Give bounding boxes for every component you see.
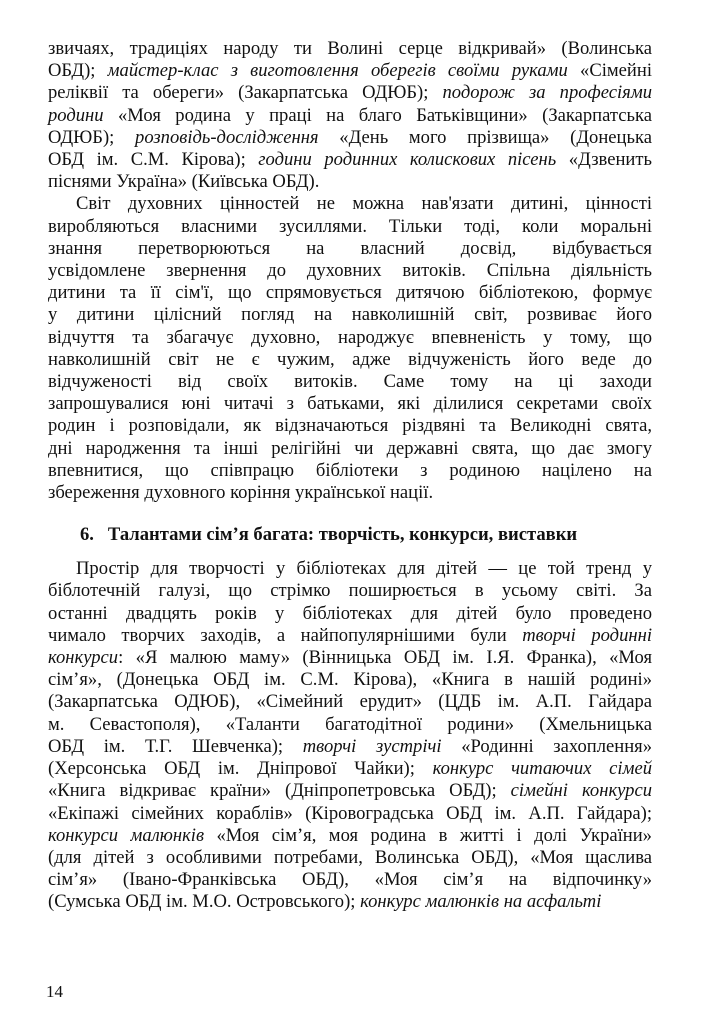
italic-text: конкурси xyxy=(48,647,119,669)
document-page xyxy=(48,38,652,914)
text-line xyxy=(48,758,652,780)
text-line: родин і розповідали, як відзначаються різдвяні та Великодні свята, xyxy=(48,415,652,437)
text-line: дні народження та інші релігійні чи державні свята, що дає змогу xyxy=(48,437,652,459)
text-run: сім’я» (Івано-Франківська ОБД), «Моя сім’я на відпочинку» xyxy=(48,869,652,891)
text-run: ОБД); xyxy=(48,60,108,82)
text-line: знання перетворюються на власний досвід, відбувається xyxy=(48,237,652,259)
text-run: звичаях, традиціях народу ти Волині серце відкривай» (Волинська xyxy=(48,38,652,59)
text-line: збереження духовного коріння української нації. xyxy=(48,482,434,504)
section-number: 6. xyxy=(80,524,94,546)
text-run: ОБД ім. С.М. Кірова); xyxy=(48,149,259,171)
text-run: «Книга відкриває країни» (Дніпропетровська ОБД); xyxy=(48,780,511,802)
text-line: відчуженості від своїх витоків. Саме тому на ці заходи xyxy=(48,371,652,393)
text-line xyxy=(48,171,652,193)
text-line xyxy=(48,558,652,580)
text-line: навколишній світ не є чужим, адже відчуженість його веде до xyxy=(48,348,652,370)
text-run: «Дзвенить xyxy=(556,149,652,171)
text-run: Простір для творчості у бібліотеках для дітей — це той тренд у xyxy=(76,558,652,580)
text-line: у дитини цілісний погляд на навколишній світ, розвиває його xyxy=(48,304,652,326)
text-run: «Екіпажі сімейних кораблів» (Кіровоградська ОБД ім. А.П. Гайдара); xyxy=(48,802,652,824)
text-run: ОБД ім. Т.Г. Шевченка); xyxy=(48,735,303,757)
text-line xyxy=(48,149,652,171)
text-run: ОДЮБ); xyxy=(48,126,136,148)
text-run: піснями Україна» (Київська ОБД). xyxy=(48,171,320,193)
italic-text: творчі родинні xyxy=(522,624,653,646)
text-run: (Сумська ОБД ім. М.О. Островського); xyxy=(48,891,361,913)
text-line xyxy=(48,736,652,758)
text-line xyxy=(48,127,652,149)
italic-text: родини xyxy=(48,104,104,126)
paragraph-events-list xyxy=(48,38,652,193)
text-run: «Моя сім’я, моя родина в житті і долі України» xyxy=(204,824,652,846)
text-line xyxy=(48,625,652,647)
text-line xyxy=(48,714,652,736)
text-run: «Родинні захоплення» xyxy=(441,735,652,757)
text-line: запрошувалися юні читачі з батьками, які ділилися секретами своїх xyxy=(48,393,652,415)
text-line xyxy=(48,82,652,104)
italic-text: години родинних колискових пісень xyxy=(258,149,557,171)
text-line xyxy=(48,825,652,847)
section-heading xyxy=(80,524,652,546)
paragraph-spiritual-values xyxy=(48,193,652,504)
text-line: відчуття та збагачує духовно, народжує впевненість у тому, що xyxy=(48,326,652,348)
text-run: : «Я малюю маму» (Вінницька ОБД ім. І.Я. Франка), «Моя xyxy=(118,647,652,669)
text-line: Світ духовних цінностей не можна нав'язати дитині, цінності xyxy=(76,193,652,215)
italic-text: сімейні конкурси xyxy=(510,780,653,802)
text-line xyxy=(48,669,652,691)
italic-text: творчі зустрічі xyxy=(302,735,442,757)
text-run: (для дітей з особливими потребами, Волинська ОБД), «Моя щаслива xyxy=(48,846,652,868)
italic-text: конкурс читаючих сімей xyxy=(432,758,652,780)
text-line xyxy=(48,847,652,869)
text-run: біблотечній галузі, що стрімко поширюється в усьому світі. За xyxy=(48,580,652,602)
text-line xyxy=(48,38,652,60)
text-run: «День мого прізвища» (Донецька xyxy=(318,126,652,148)
italic-text: майстер-клас з виготовлення оберегів своїми руками xyxy=(107,60,568,82)
text-line: усвідомлене звернення до духовних витоків. Спільна діяльність xyxy=(48,260,652,282)
text-line xyxy=(48,691,652,713)
text-run: «Сімейні xyxy=(567,60,652,82)
text-line xyxy=(48,647,652,669)
text-run: сім’я», (Донецька ОБД ім. С.М. Кірова), «Книга в нашій родині» xyxy=(48,669,652,691)
italic-text: конкурс малюнків на асфальті xyxy=(360,891,602,913)
text-run: (Херсонська ОБД ім. Дніпрової Чайки); xyxy=(48,758,433,780)
text-line xyxy=(48,105,652,127)
text-line xyxy=(48,603,652,625)
text-line xyxy=(48,803,652,825)
text-line: впевнитися, що співпрацю бібліотеки з родиною націлено на xyxy=(48,459,652,481)
text-run: чимало творчих заходів, а найпопулярнішими були xyxy=(48,624,523,646)
italic-text: розповідь-дослідження xyxy=(135,126,319,148)
text-line xyxy=(48,891,652,913)
text-run: м. Севастополя), «Таланти багатодітної родини» (Хмельницька xyxy=(48,713,652,735)
text-line xyxy=(48,780,652,802)
text-line xyxy=(48,869,652,891)
text-line xyxy=(48,60,652,82)
italic-text: конкурси малюнків xyxy=(48,824,205,846)
section-title: Талантами сім’я багата: творчість, конкурси, виставки xyxy=(107,524,578,546)
text-run: реліквії та обереги» (Закарпатська ОДЮБ); xyxy=(48,82,443,104)
paragraph-creativity xyxy=(48,558,652,913)
text-run: «Моя родина у праці на благо Батьківщини» (Закарпатська xyxy=(103,104,652,126)
text-line: виробляються власними зусиллями. Тільки тоді, коли моральні xyxy=(48,215,652,237)
italic-text: подорож за професіями xyxy=(442,82,652,104)
text-run: останні двадцять років у бібліотеках для дітей було проведено xyxy=(48,602,652,624)
text-line: дитини та її сім'ї, що спрямовується дитячою бібліотекою, формує xyxy=(48,282,652,304)
text-line xyxy=(48,580,652,602)
text-run: (Закарпатська ОДЮБ), «Сімейний ерудит» (ЦДБ ім. А.П. Гайдара xyxy=(48,691,652,713)
page-number: 14 xyxy=(46,982,63,1001)
